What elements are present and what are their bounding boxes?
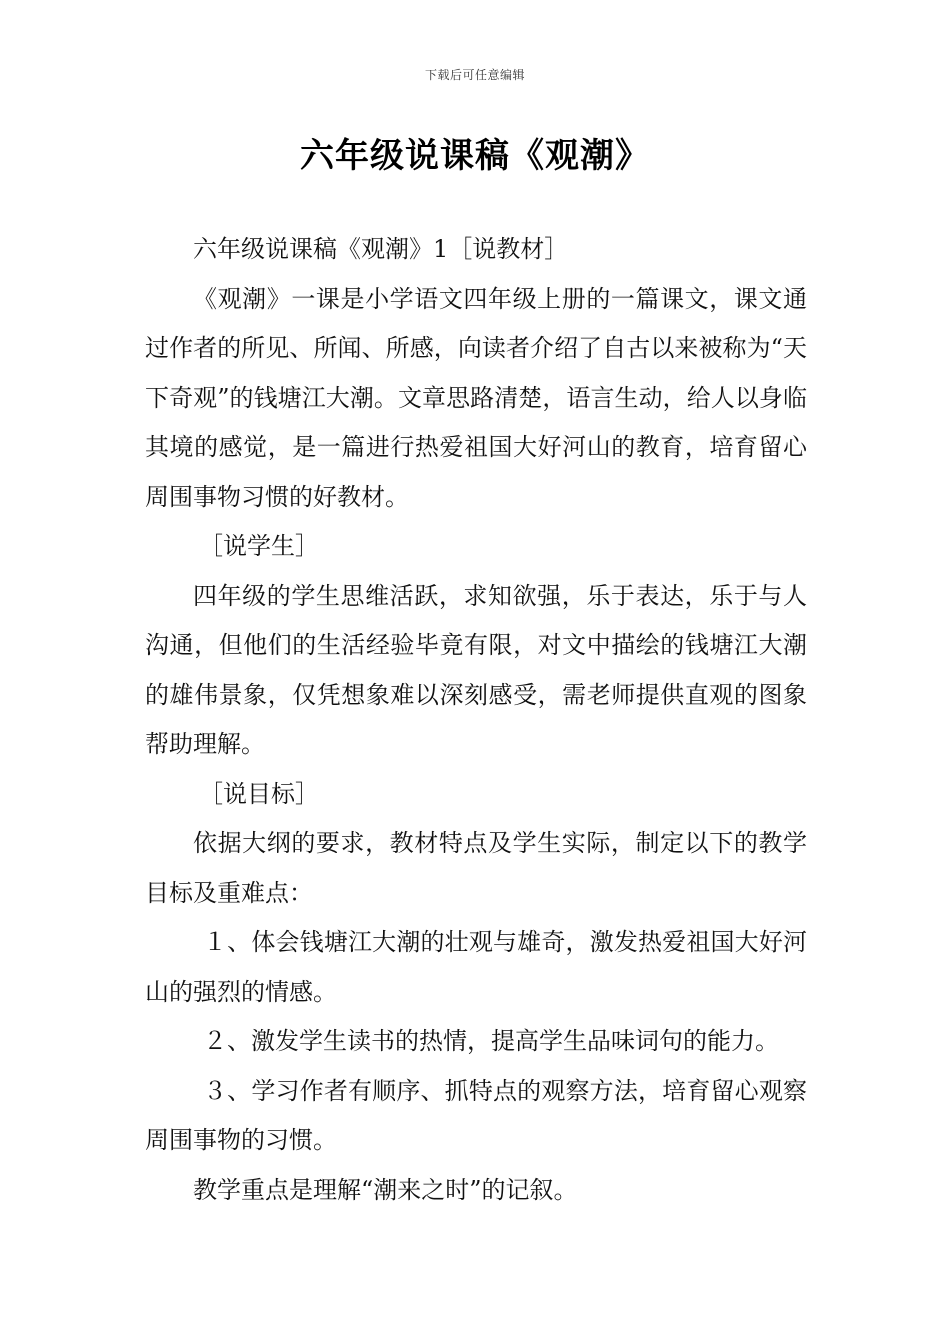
section-heading-students: ［说学生］	[199, 532, 319, 560]
document-title: 六年级说课稿《观潮》	[300, 136, 650, 176]
paragraph-textbook: 《观潮》一课是小学语文四年级上册的一篇课文，课文通过作者的所见、所闻、所感，向读者介绍了自古以来被称为“天下奇观”的钱塘江大潮。文章思路清楚，语言生动，给人以身临其境的感觉，是一篇进行热爱祖国大好河山的教育，培育留心周围事物习惯的好教材。	[145, 284, 807, 511]
goal-item-2: ２、激发学生读书的热情，提高学生品味词句的能力。	[203, 1027, 779, 1055]
section-intro-heading: 六年级说课稿《观潮》1［说教材］	[193, 235, 569, 263]
document-body	[145, 225, 807, 1215]
paragraph-key-point: 教学重点是理解“潮来之时”的记叙。	[193, 1175, 578, 1204]
goal-item-1: １、体会钱塘江大潮的壮观与雄奇，激发热爱祖国大好河山的强烈的情感。	[145, 928, 807, 1006]
paragraph-goals: 依据大纲的要求，教材特点及学生实际，制定以下的教学目标及重难点：	[145, 829, 807, 907]
section-heading-goals: ［说目标］	[199, 779, 319, 808]
paragraph-students: 四年级的学生思维活跃，求知欲强，乐于表达，乐于与人沟通，但他们的生活经验毕竟有限，对文中描绘的钱塘江大潮的雄伟景象，仅凭想象难以深刻感受，需老师提供直观的图象帮助理解。	[145, 581, 807, 758]
goal-item-3: ３、学习作者有顺序、抓特点的观察方法，培育留心观察周围事物的习惯。	[145, 1076, 807, 1154]
header-note: 下载后可任意编辑	[424, 68, 525, 82]
